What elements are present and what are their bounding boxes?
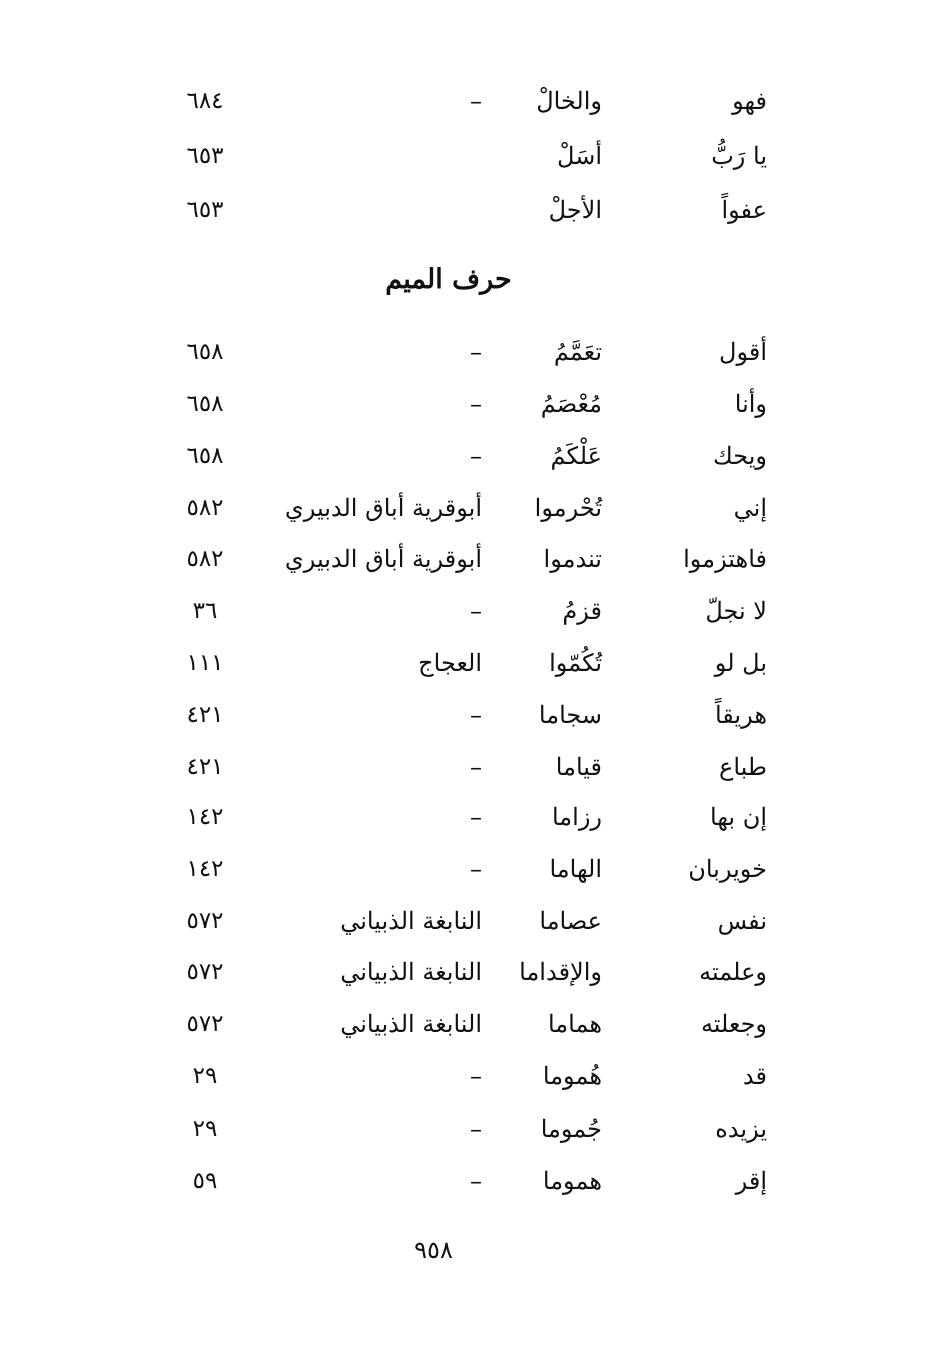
poet-name: أبوقرية أباق الدبيري [284, 494, 482, 522]
index-row [0, 689, 947, 741]
verse-start-word: طباع [719, 753, 767, 781]
page-reference: ٦٥٨ [186, 443, 224, 469]
rhyme-word: عصاما [539, 907, 602, 935]
index-row [0, 378, 947, 430]
index-row [0, 326, 947, 378]
rhyme-word: قزمُ [562, 597, 602, 625]
page-reference: ٦٥٣ [186, 197, 224, 223]
poet-name: – [470, 1062, 482, 1090]
poet-name: – [470, 390, 482, 418]
index-row [0, 184, 947, 236]
page-number-text: ٩٥٨ [414, 1236, 453, 1264]
rhyme-word: الأجلْ [548, 196, 602, 224]
index-row [0, 791, 947, 843]
index-row [0, 843, 947, 895]
rhyme-word: جُموما [540, 1115, 602, 1143]
index-row [0, 482, 947, 534]
verse-start-word: بل لو [714, 649, 767, 677]
poet-name [262, 184, 482, 236]
poet-name: – [470, 855, 482, 883]
verse-start-word: يا رَبُّ [711, 142, 767, 170]
verse-start-word: إقر [735, 1167, 767, 1195]
page-reference: ٦٥٨ [186, 391, 224, 417]
index-row [0, 1050, 947, 1102]
page-reference: ٥٧٢ [186, 1011, 224, 1037]
index-row [0, 741, 947, 793]
verse-start-word: نفس [717, 907, 767, 935]
index-row [0, 946, 947, 998]
verse-start-word: ويحك [713, 442, 767, 470]
page-reference: ١١١ [186, 650, 224, 676]
verse-start-word: فهو [732, 87, 767, 115]
rhyme-word: تعَمَّمُ [553, 338, 602, 366]
section-heading [0, 256, 947, 304]
verse-start-word: فاهتزموا [683, 545, 767, 573]
index-row [0, 1103, 947, 1155]
verse-start-word: وعلمته [699, 958, 767, 986]
rhyme-word: هماما [547, 1010, 602, 1038]
rhyme-word: تُكُمّوا [549, 649, 602, 677]
verse-start-word: يزيده [715, 1115, 767, 1143]
verse-start-word: لا نجلّ [705, 597, 767, 625]
rhyme-word: رزاما [551, 803, 602, 831]
rhyme-word: والإقداما [519, 958, 602, 986]
index-row [0, 998, 947, 1050]
section-heading-text: حرف الميم [385, 264, 512, 295]
page-reference: ٣٦ [192, 598, 218, 624]
rhyme-word: قياما [555, 753, 602, 781]
page-reference: ٥٧٢ [186, 908, 224, 934]
page-reference: ٤٢١ [186, 754, 224, 780]
verse-start-word: وأنا [734, 390, 767, 418]
page-reference: ٢٩ [192, 1063, 218, 1089]
poet-name: – [470, 753, 482, 781]
poet-name: – [470, 803, 482, 831]
page-reference: ٥٧٢ [186, 959, 224, 985]
verse-start-word: هريقاً [714, 701, 767, 729]
index-row [0, 130, 947, 182]
rhyme-word: أسَلْ [557, 142, 602, 170]
rhyme-word: عَلْكَمُ [550, 442, 602, 470]
index-row [0, 895, 947, 947]
poet-name: – [470, 1115, 482, 1143]
rhyme-word: والخالْ [536, 87, 602, 115]
poet-name: النابغة الذبياني [340, 907, 482, 935]
page-reference: ٥٩ [192, 1168, 218, 1194]
poet-name [262, 130, 482, 182]
rhyme-word: سجاما [538, 701, 602, 729]
poet-name: أبوقرية أباق الدبيري [284, 545, 482, 573]
rhyme-word: هُموما [542, 1062, 602, 1090]
index-row [0, 533, 947, 585]
poet-name: النابغة الذبياني [340, 958, 482, 986]
page-reference: ٦٥٣ [186, 143, 224, 169]
page-reference: ٥٨٢ [186, 546, 224, 572]
rhyme-word: مُعْصَمُ [540, 390, 602, 418]
poet-name: – [470, 338, 482, 366]
verse-start-word: خويربان [688, 855, 767, 883]
page-reference: ٦٨٤ [186, 88, 224, 114]
rhyme-word: تندموا [543, 545, 602, 573]
rhyme-word: تُحْرموا [534, 494, 602, 522]
page-reference: ٥٨٢ [186, 495, 224, 521]
verse-start-word: قد [742, 1062, 767, 1090]
page-reference: ٤٢١ [186, 702, 224, 728]
poet-name: العجاج [418, 649, 482, 677]
index-row [0, 637, 947, 689]
rhyme-word: الهاما [549, 855, 602, 883]
page-reference: ١٤٢ [186, 804, 224, 830]
verse-start-word: أقول [719, 338, 767, 366]
index-row [0, 75, 947, 127]
poet-name: – [470, 701, 482, 729]
poet-name: – [470, 442, 482, 470]
poet-name: – [470, 597, 482, 625]
verse-start-word: عفواً [721, 196, 767, 224]
page-reference: ٢٩ [192, 1116, 218, 1142]
poet-name: النابغة الذبياني [340, 1010, 482, 1038]
verse-start-word: إني [733, 494, 767, 522]
verse-start-word: إن بها [710, 803, 767, 831]
index-row [0, 430, 947, 482]
poet-name: – [470, 1167, 482, 1195]
page-reference: ١٤٢ [186, 856, 224, 882]
index-row [0, 1155, 947, 1207]
rhyme-word: هموما [542, 1167, 602, 1195]
page-reference: ٦٥٨ [186, 339, 224, 365]
index-row [0, 585, 947, 637]
poet-name: – [470, 87, 482, 115]
verse-start-word: وجعلته [700, 1010, 767, 1038]
page-number [0, 1230, 947, 1270]
